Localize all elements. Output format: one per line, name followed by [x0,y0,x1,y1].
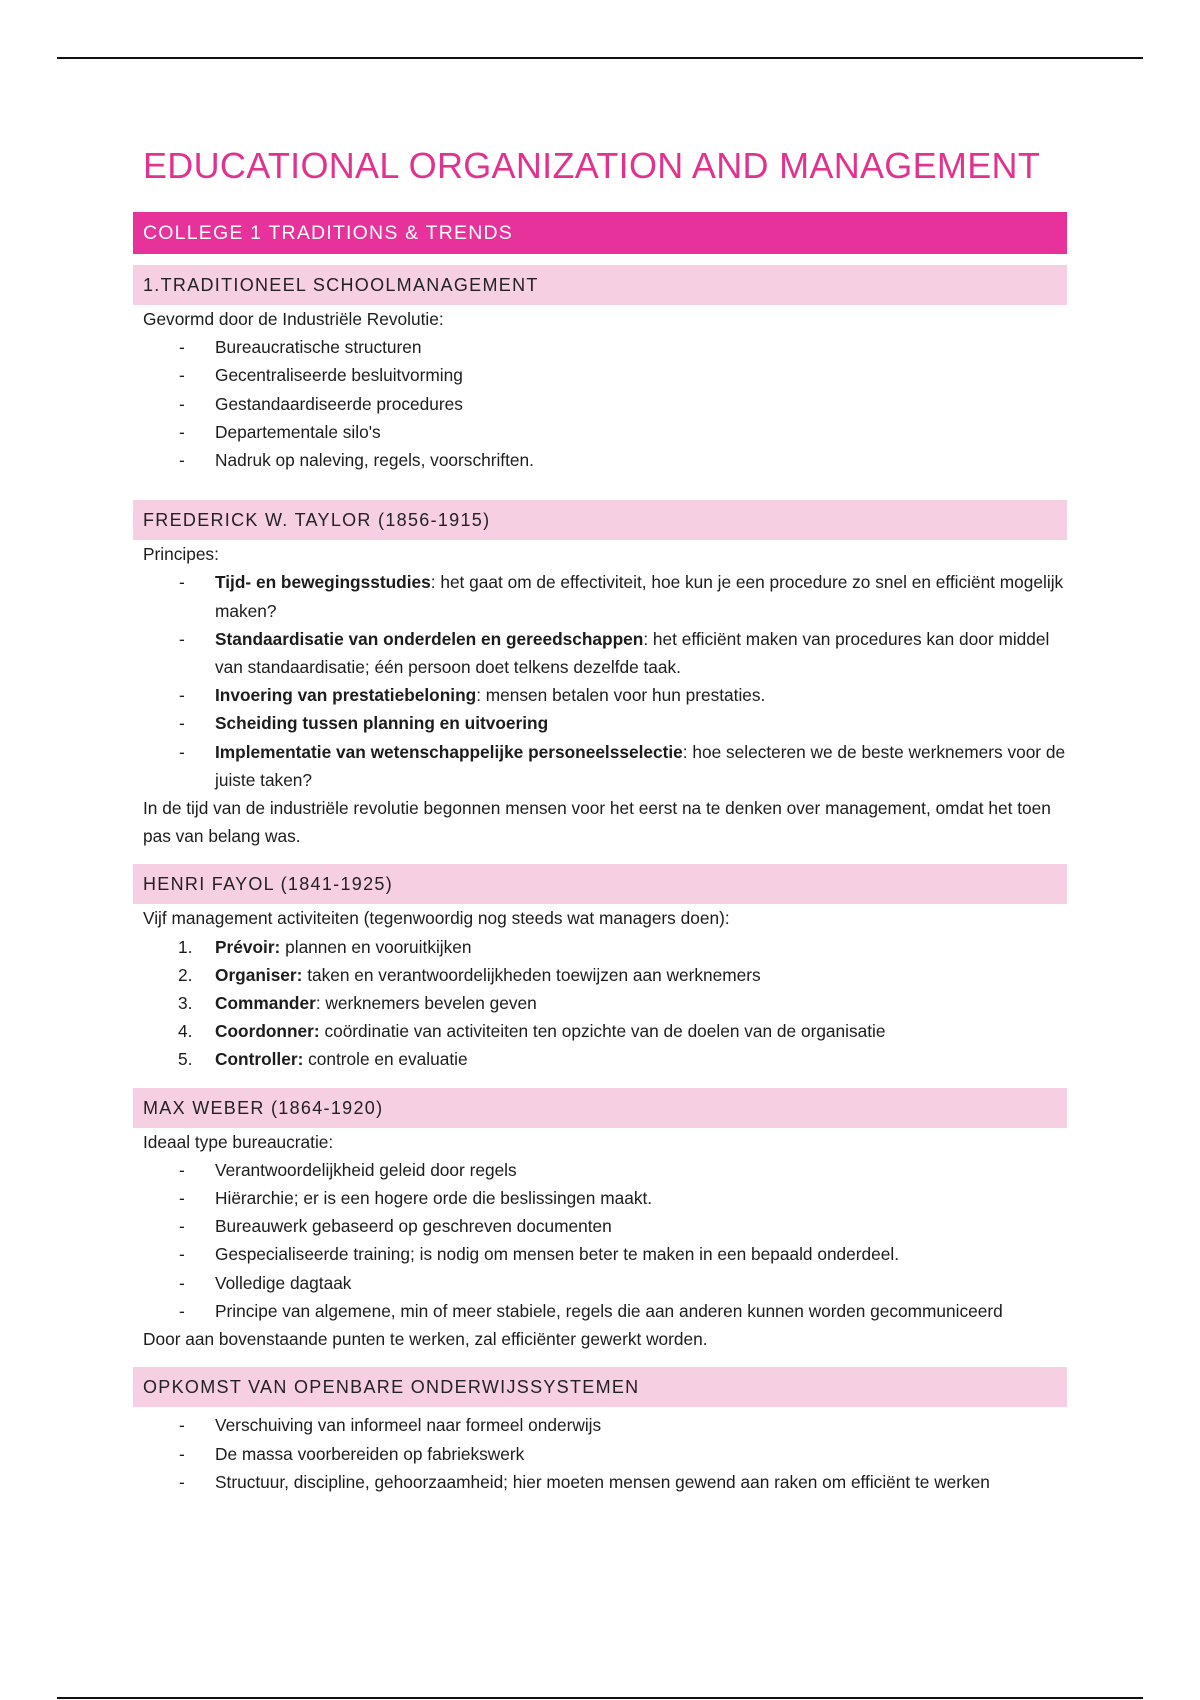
section-outro: Door aan bovenstaande punten te werken, zal efficiënter gewerkt worden. [143,1329,708,1350]
list-item: - Bureaucratische structuren [179,337,422,358]
bullet-list [133,1411,1067,1496]
list-item: - Principe van algemene, min of meer stabiele, regels die aan anderen kunnen worden gecommuniceerd [179,1300,1003,1321]
list-item: - Verschuiving van informeel naar formeel onderwijs [179,1415,602,1436]
section-intro: Gevormd door de Industriële Revolutie: [143,309,444,329]
list-item: - De massa voorbereiden op fabriekswerk [179,1443,525,1464]
document-page [133,140,1067,1496]
list-item: - Verantwoordelijkheid geleid door regels [179,1159,517,1180]
list-item: - Tijd- en bewegingsstudies: het gaat om de effectiviteit, hoe kun je een procedure zo snel en efficiënt mogelijk maken? [179,572,1064,621]
section-heading-fayol: HENRI FAYOL (1841-1925) [133,864,1067,904]
list-item: 4. Coordonner: coördinatie van activiteiten ten opzichte van de doelen van de organisatie [178,1021,886,1042]
numbered-list [133,933,1067,1074]
list-item: - Gecentraliseerde besluitvorming [179,365,463,386]
section-intro: Ideaal type bureaucratie: [143,1131,334,1152]
list-item: - Standaardisatie van onderdelen en gereedschappen: het efficiënt maken van procedures kan door middel van standaardisatie; één persoon doet telkens dezelfde taak. [179,628,1050,678]
bullet-list [133,333,1067,474]
top-rule [57,57,1143,59]
list-item: 2. Organiser: taken en verantwoordelijkheden toewijzen aan werknemers [178,964,761,985]
list-item: - Hiërarchie; er is een hogere orde die beslissingen maakt. [179,1188,653,1209]
section-heading-weber: MAX WEBER (1864-1920) [133,1088,1067,1128]
list-item: - Implementatie van wetenschappelijke personeelsselectie: hoe selecteren we de beste werknemers voor de juiste taken? [179,741,1066,790]
bottom-rule [57,1697,1143,1699]
section-heading-taylor: FREDERICK W. TAYLOR (1856-1915) [133,500,1067,540]
list-item: - Gespecialiseerde training; is nodig om mensen beter te maken in een bepaald onderdeel. [179,1244,900,1265]
section-heading-traditioneel: 1.TRADITIONEEL SCHOOLMANAGEMENT [133,265,1067,305]
list-item: - Invoering van prestatiebeloning: mensen betalen voor hun prestaties. [179,685,766,706]
list-item: 1. Prévoir: plannen en vooruitkijken [178,936,472,957]
section-heading-opkomst: OPKOMST VAN OPENBARE ONDERWIJSSYSTEMEN [133,1367,1067,1407]
section-intro: Principes: [143,544,219,565]
list-item: - Bureauwerk gebaseerd op geschreven documenten [179,1216,612,1237]
section-intro: Vijf management activiteiten (tegenwoordig nog steeds wat managers doen): [143,908,730,929]
list-item: - Scheiding tussen planning en uitvoering [179,713,549,734]
section-outro: In de tijd van de industriële revolutie begonnen mensen voor het eerst na te denken over management, omdat het toen pas van belang was. [143,798,1051,847]
list-item: - Structuur, discipline, gehoorzaamheid; hier moeten mensen gewend aan raken om efficiënt te werken [179,1471,990,1492]
bullet-list [133,1156,1067,1325]
document-title: EDUCATIONAL ORGANIZATION AND MANAGEMENT [143,145,1041,186]
bullet-list [133,568,1067,794]
list-item: - Volledige dagtaak [179,1272,352,1293]
list-item: - Gestandaardiseerde procedures [179,393,463,414]
college-heading: COLLEGE 1 TRADITIONS & TRENDS [133,212,1067,254]
list-item: - Nadruk op naleving, regels, voorschriften. [179,450,534,471]
list-item: 3. Commander: werknemers bevelen geven [178,993,537,1014]
list-item: - Departementale silo's [179,421,381,442]
list-item: 5. Controller: controle en evaluatie [178,1049,468,1070]
